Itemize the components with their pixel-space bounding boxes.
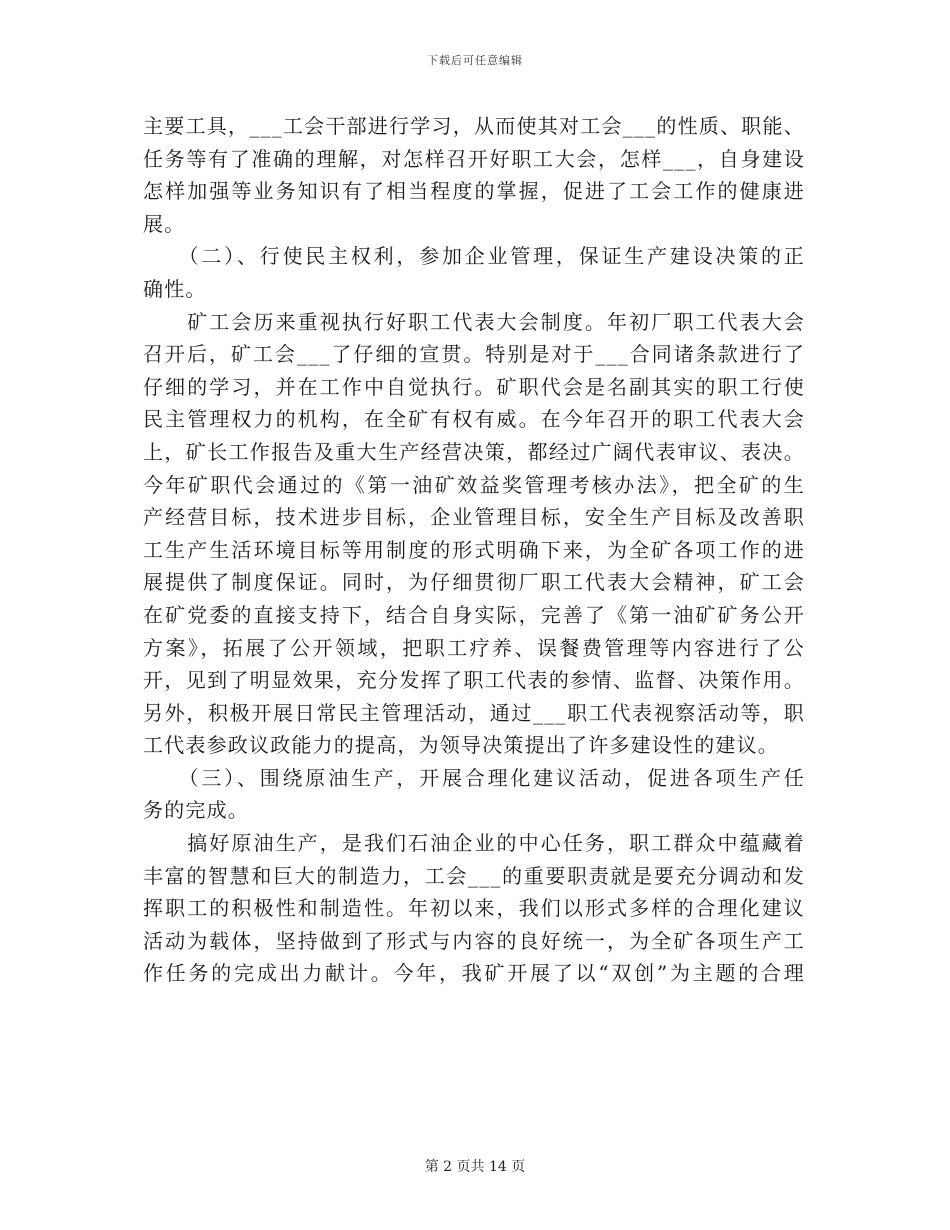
text-line: 丰富的智慧和巨大的制造力，工会___的重要职责就是要充分调动和发 bbox=[143, 863, 805, 888]
text-line: 活动为载体，坚持做到了形式与内容的良好统一，为全矿各项生产工 bbox=[143, 928, 805, 953]
text-line: 挥职工的积极性和制造性。年初以来，我们以形式多样的合理化建议 bbox=[143, 896, 805, 921]
section-heading-line: （三）、围绕原油生产，开展合理化建议活动，促进各项生产任 bbox=[143, 765, 805, 790]
text-line: 上，矿长工作报告及重大生产经营决策，都经过广阔代表审议、表决。 bbox=[143, 439, 805, 464]
text-line: 在矿党委的直接支持下，结合自身实际，完善了《第一油矿矿务公开 bbox=[143, 602, 805, 627]
page-number-footer: 第 2 页共 14 页 bbox=[424, 1159, 526, 1175]
text-line: 今年矿职代会通过的《第一油矿效益奖管理考核办法》，把全矿的生 bbox=[143, 472, 805, 497]
text-line: 矿工会历来重视执行好职工代表大会制度。年初厂职工代表大会 bbox=[143, 309, 805, 334]
text-line: 怎样加强等业务知识有了相当程度的掌握，促进了工会工作的健康进 bbox=[143, 179, 805, 204]
text-line: 主要工具，___工会干部进行学习，从而使其对工会___的性质、职能、 bbox=[143, 114, 805, 138]
text-line: 工代表参政议政能力的提高，为领导决策提出了许多建设性的建议。 bbox=[143, 733, 779, 758]
text-line: 搞好原油生产，是我们石油企业的中心任务，职工群众中蕴藏着 bbox=[143, 831, 805, 856]
text-line: 仔细的学习，并在工作中自觉执行。矿职代会是名副其实的职工行使 bbox=[143, 374, 805, 399]
text-line: 展提供了制度保证。同时，为仔细贯彻厂职工代表大会精神，矿工会 bbox=[143, 570, 805, 595]
text-line: 民主管理权力的机构，在全矿有权有威。在今年召开的职工代表大会 bbox=[143, 407, 805, 432]
section-heading-line: 务的完成。 bbox=[143, 798, 249, 823]
section-heading-line: 确性。 bbox=[143, 276, 207, 301]
text-line: 展。 bbox=[143, 211, 186, 236]
text-line: 任务等有了准确的理解，对怎样召开好职工大会，怎样___，自身建设 bbox=[143, 146, 805, 171]
page-header: 下载后可任意编辑 bbox=[427, 54, 523, 67]
document-body bbox=[143, 110, 805, 990]
text-line: 召开后，矿工会___了仔细的宣贯。特别是对于___合同诸条款进行了 bbox=[143, 342, 805, 367]
text-line: 方案》，拓展了公开领域，把职工疗养、误餐费管理等内容进行了公 bbox=[143, 635, 805, 660]
text-line: 开，见到了明显效果，充分发挥了职工代表的参情、监督、决策作用。 bbox=[143, 668, 805, 693]
text-line: 另外，积极开展日常民主管理活动，通过___职工代表视察活动等，职 bbox=[143, 700, 805, 725]
text-line: 作任务的完成出力献计。今年，我矿开展了以“双创”为主题的合理 bbox=[143, 961, 805, 986]
text-line: 产经营目标，技术进步目标，企业管理目标，安全生产目标及改善职 bbox=[143, 505, 805, 530]
text-line: 工生产生活环境目标等用制度的形式明确下来，为全矿各项工作的进 bbox=[143, 537, 805, 562]
section-heading-line: （二）、行使民主权利，参加企业管理，保证生产建设决策的正 bbox=[143, 244, 805, 269]
